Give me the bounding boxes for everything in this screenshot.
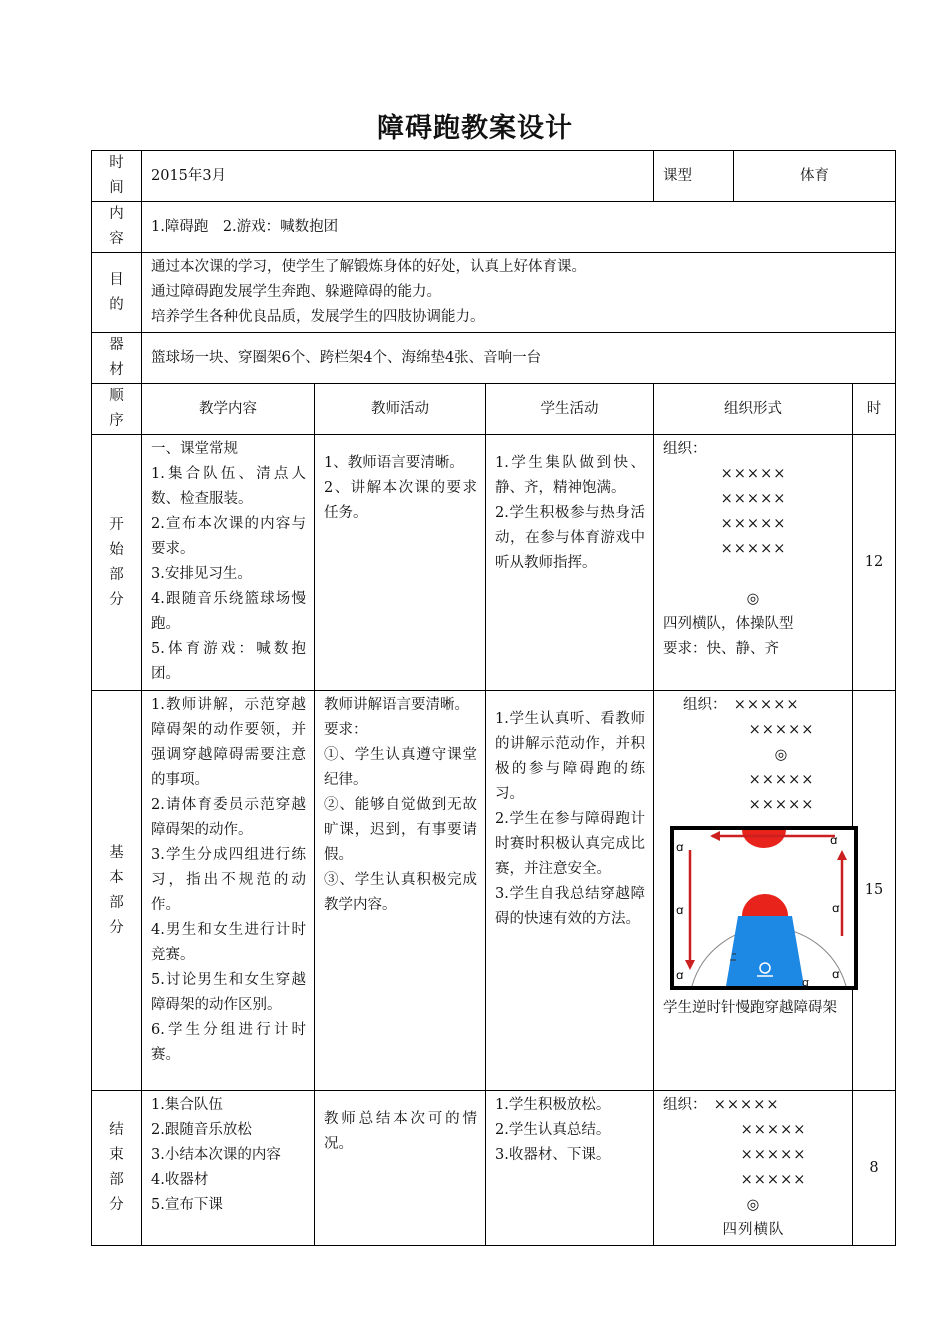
content-value: 1.障碍跑 2.游戏：喊数抱团 — [142, 202, 896, 253]
teaching-content — [142, 1091, 315, 1246]
teaching-line: 5.体育游戏：喊数抱团。 — [151, 641, 306, 682]
student-line: 1.学生认真听、看教师的讲解示范动作，并积极的参与障碍跑的练习。 — [495, 711, 645, 802]
teaching-line: 1.教师讲解，示范穿越障碍架的动作要领，并强调穿越障碍需要注意的事项。 — [151, 697, 306, 788]
student-activity — [486, 691, 654, 1091]
teaching-line: 6.学生分组进行计时赛。 — [151, 1022, 306, 1063]
hurdle-icon: ꭤ — [832, 901, 840, 915]
teacher-line: ②、能够自觉做到无故旷课，迟到，有事要请假。 — [324, 797, 477, 863]
equipment-label: 器材 — [109, 337, 124, 378]
teacher-position-mark: ◎ — [746, 1197, 761, 1213]
teacher-line: 教师讲解语言要清晰。 — [324, 697, 469, 713]
teaching-line: 1.集合队伍 — [151, 1097, 223, 1113]
student-line: 2.学生积极参与热身活动，在参与体育游戏中听从教师指挥。 — [495, 505, 645, 571]
formation-row: ××××× — [740, 1147, 807, 1163]
teaching-line: 5.宣布下课 — [151, 1197, 223, 1213]
org-note: 四列横队，体操队型 — [663, 616, 794, 632]
org-note: 学生逆时针慢跑穿越障碍架 — [663, 1000, 837, 1016]
goal-row — [92, 253, 896, 333]
header-time: 时 — [853, 384, 896, 435]
hurdle-icon: ꭤ — [802, 976, 809, 989]
header-org: 组织形式 — [654, 384, 853, 435]
hurdle-icon: ꭤ — [676, 840, 684, 854]
section-basic-row — [92, 691, 896, 1091]
teaching-line: 5.讨论男生和女生穿越障碍架的动作区别。 — [151, 972, 306, 1013]
org-prefix-line — [663, 693, 844, 718]
goal-text — [142, 253, 896, 333]
org-prefix: 组织： — [663, 441, 707, 457]
formation-row: ××××× — [720, 491, 787, 507]
org-prefix-line — [663, 1093, 844, 1118]
student-line: 1.学生积极放松。 — [495, 1097, 611, 1113]
formation-row: ××××× — [720, 516, 787, 532]
teaching-content — [142, 435, 315, 691]
time-row — [92, 151, 896, 202]
formation-row: ××××× — [740, 1122, 807, 1138]
teacher-line: ③、学生认真积极完成教学内容。 — [324, 872, 477, 913]
teacher-line: 1、教师语言要清晰。 — [324, 455, 464, 471]
teacher-activity — [315, 435, 486, 691]
organization-form — [654, 1091, 853, 1246]
formation-row: ××××× — [720, 541, 787, 557]
teaching-line: 3.小结本次课的内容 — [151, 1147, 281, 1163]
minutes: 15 — [853, 691, 896, 1091]
student-line: 1.学生集队做到快、静、齐，精神饱满。 — [495, 455, 645, 496]
header-teaching: 教学内容 — [142, 384, 315, 435]
type-label: 课型 — [654, 151, 734, 202]
teacher-activity — [315, 1091, 486, 1246]
student-line: 3.学生自我总结穿越障碍的快速有效的方法。 — [495, 886, 645, 927]
student-activity — [486, 1091, 654, 1246]
header-row — [92, 384, 896, 435]
formation-row: ××××× — [748, 722, 815, 738]
formation-row: ××××× — [733, 697, 800, 713]
teacher-line: 2、讲解本次课的要求任务。 — [324, 480, 477, 521]
goal-line: 通过本次课的学习，使学生了解锻炼身体的好处，认真上好体育课。 — [151, 259, 586, 275]
org-prefix: 组织： — [683, 697, 720, 713]
section-label: 基本部分 — [109, 844, 124, 936]
hurdle-icon: ꭤ — [676, 968, 684, 982]
formation-row: ××××× — [713, 1097, 780, 1113]
page-title: 障碍跑教案设计 — [377, 113, 573, 144]
minutes: 12 — [853, 435, 896, 691]
hurdle-icon: ꭤ — [676, 903, 684, 917]
formation-row: ××××× — [740, 1172, 807, 1188]
teaching-line: 4.跟随音乐绕篮球场慢跑。 — [151, 591, 306, 632]
time-label-cell — [92, 151, 142, 202]
section-label: 开始部分 — [109, 516, 124, 608]
teaching-line: 2.请体育委员示范穿越障碍架的动作。 — [151, 797, 306, 838]
teaching-line: 一、课堂常规 — [151, 441, 238, 457]
minutes: 8 — [853, 1091, 896, 1246]
teacher-position-mark: ◎ — [746, 591, 761, 607]
teaching-line: 1.集合队伍、清点人数、检查服装。 — [151, 466, 306, 507]
formation-row: ××××× — [748, 797, 815, 813]
teacher-line: ①、学生认真遵守课堂纪律。 — [324, 747, 477, 788]
teaching-line: 3.学生分成四组进行练习，指出不规范的动作。 — [151, 847, 306, 913]
content-row — [92, 202, 896, 253]
time-value: 2015年3月 — [142, 151, 654, 202]
section-label: 结束部分 — [109, 1122, 124, 1213]
teaching-line: 4.收器材 — [151, 1172, 209, 1188]
equipment-value: 篮球场一块、穿圈架6个、跨栏架4个、海绵垫4张、音响一台 — [142, 333, 896, 384]
teacher-line: 要求： — [324, 722, 368, 738]
header-order: 顺序 — [109, 388, 124, 429]
student-line: 2.学生在参与障碍跑计时赛时积极认真完成比赛，并注意安全。 — [495, 811, 645, 877]
time-label: 时间 — [109, 155, 124, 196]
teaching-line: 3.安排见习生。 — [151, 566, 252, 582]
org-note: 四列横队 — [722, 1222, 785, 1238]
organization-form — [654, 691, 853, 1091]
court-diagram — [670, 826, 858, 990]
teaching-line: 2.跟随音乐放松 — [151, 1122, 252, 1138]
student-line: 3.收器材、下课。 — [495, 1147, 611, 1163]
teacher-line: 教师总结本次可的情况。 — [324, 1111, 477, 1152]
teacher-position-mark: ◎ — [774, 747, 789, 763]
teaching-content — [142, 691, 315, 1091]
student-line: 2.学生认真总结。 — [495, 1122, 611, 1138]
hurdle-icon: ꭤ — [830, 833, 838, 847]
org-prefix: 组织： — [663, 1097, 700, 1113]
student-activity — [486, 435, 654, 691]
teaching-line: 2.宣布本次课的内容与要求。 — [151, 516, 306, 557]
formation-row: ××××× — [748, 772, 815, 788]
equipment-row — [92, 333, 896, 384]
lesson-plan-table — [91, 150, 896, 1246]
goal-line: 培养学生各种优良品质，发展学生的四肢协调能力。 — [151, 309, 485, 325]
teaching-line: 4.男生和女生进行计时竞赛。 — [151, 922, 306, 963]
hurdle-icon: ꭤ — [832, 967, 840, 981]
organization-form — [654, 435, 853, 691]
section-end-row — [92, 1091, 896, 1246]
type-value: 体育 — [734, 151, 896, 202]
org-note: 要求：快、静、齐 — [663, 641, 779, 657]
formation-row: ××××× — [720, 466, 787, 482]
goal-line: 通过障碍跑发展学生奔跑、躲避障碍的能力。 — [151, 284, 441, 300]
header-teacher: 教师活动 — [315, 384, 486, 435]
header-student: 学生活动 — [486, 384, 654, 435]
section-start-row — [92, 435, 896, 691]
content-label: 内容 — [109, 206, 124, 247]
goal-label: 目的 — [109, 271, 124, 313]
teacher-activity — [315, 691, 486, 1091]
